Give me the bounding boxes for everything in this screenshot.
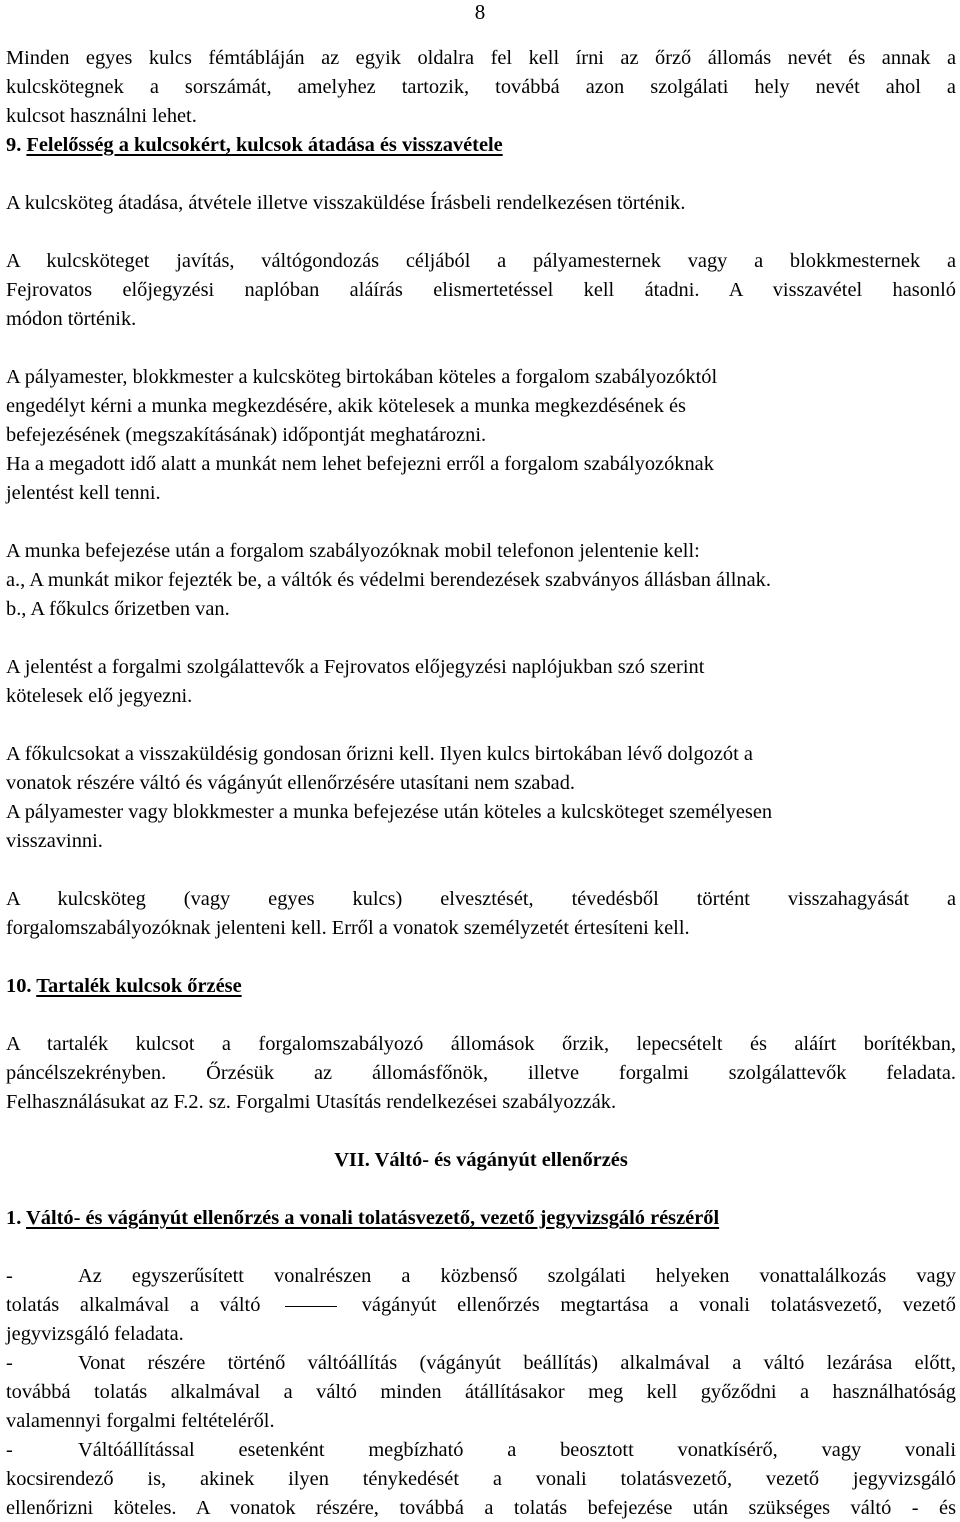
text-line: Minden egyes kulcs fémtábláján az egyik oldalra fel kell írni az őrző állomás nevét és annak a: [6, 47, 956, 69]
text-line: A jelentést a forgalmi szolgálattevők a Fejrovatos előjegyzési naplójukban szó szerint: [6, 656, 705, 678]
section-number: 9.: [6, 134, 22, 156]
text-line: kötelesek elő jegyezni.: [6, 685, 193, 707]
text-line: A tartalék kulcsot a forgalomszabályozó állomások őrzik, lepecsételt és aláírt borítékban,: [6, 1033, 956, 1055]
text-line: A kulcsköteg átadása, átvétele illetve visszaküldése Írásbeli rendelkezésen történik.: [6, 192, 686, 214]
text-line: Fejrovatos előjegyzési naplóban aláírás elismertetéssel kell átadni. A visszavétel hasonló: [6, 279, 956, 301]
text-line: A pályamester vagy blokkmester a munka befejezése után köteles a kulcsköteget személyesen: [6, 801, 773, 823]
section-heading-10: [6, 972, 956, 1000]
text-line: kocsirendező is, akinek ilyen ténykedését a vonali tolatásvezető, vezető jegyvizsgáló: [6, 1468, 956, 1490]
text-line: páncélszekrényben. Őrzésük az állomásfőnök, illetve forgalmi szolgálattevők feladata.: [6, 1062, 956, 1084]
text-line: A főkulcsokat a visszaküldésig gondosan őrizni kell. Ilyen kulcs birtokában lévő dolgozót a: [6, 743, 753, 765]
bullet-dash: -: [6, 1439, 13, 1461]
text-line: Ha a megadott idő alatt a munkát nem lehet befejezni erről a forgalom szabályozóknak: [6, 453, 714, 475]
section-number: 10.: [6, 975, 32, 997]
text-line: kulcskötegnek a sorszámát, amelyhez tartozik, továbbá azon szolgálati hely nevét ahol a: [6, 76, 956, 98]
text-line: továbbá tolatás alkalmával a váltó minden átállításakor meg kell győződni a használhatóság: [6, 1381, 956, 1403]
list-item-b: b., A főkulcs őrizetben van.: [6, 598, 230, 620]
text-line: befejezésének (megszakításának) időpontját meghatározni.: [6, 424, 487, 446]
page-number: 8: [474, 0, 486, 24]
section-title: Felelősség a kulcsokért, kulcsok átadása és visszavétele: [26, 134, 503, 156]
text-fragment: vágányút ellenőrzés megtartása a vonali tolatásvezető, vezető: [361, 1294, 956, 1316]
bullet-text: Váltóállítással esetenként megbízható a beosztott vonatkísérő, vagy vonali: [78, 1439, 956, 1461]
text-fragment: tolatás alkalmával a váltó: [6, 1294, 261, 1316]
section-title: Váltó- és vágányút ellenőrzés a vonali tolatásvezető, vezető jegyvizsgáló részéről: [26, 1207, 720, 1229]
bullet-dash: -: [6, 1265, 13, 1287]
text-line: [6, 1291, 956, 1319]
text-line: engedélyt kérni a munka megkezdésére, akik kötelesek a munka megkezdésének és: [6, 395, 686, 417]
bullet-text: Vonat részére történő váltóállítás (vágányút beállítás) alkalmával a váltó lezárása előtt,: [78, 1352, 956, 1374]
text-line: kulcsot használni lehet.: [6, 105, 197, 127]
em-dash-rule: [285, 1306, 337, 1307]
chapter-title: VII. Váltó- és vágányút ellenőrzés: [334, 1149, 628, 1171]
bullet-item: [6, 1262, 956, 1290]
text-line: A munka befejezése után a forgalom szabályozóknak mobil telefonon jelentenie kell:: [6, 540, 700, 562]
text-line: ellenőrizni köteles. A vonatok részére, továbbá a tolatás befejezése után szükséges váltó - és: [6, 1497, 956, 1519]
text-line: A pályamester, blokkmester a kulcsköteg birtokában köteles a forgalom szabályozóktól: [6, 366, 718, 388]
bullet-item: [6, 1349, 956, 1377]
text-line: visszavinni.: [6, 830, 103, 852]
text-line: jegyvizsgáló feladata.: [6, 1323, 184, 1345]
bullet-item: [6, 1436, 956, 1464]
text-line: A kulcsköteg (vagy egyes kulcs) elvesztését, tévedésből történt visszahagyását a: [6, 888, 956, 910]
text-line: Felhasználásukat az F.2. sz. Forgalmi Utasítás rendelkezései szabályozzák.: [6, 1091, 617, 1113]
text-line: valamennyi forgalmi feltételéről.: [6, 1410, 275, 1432]
text-line: módon történik.: [6, 308, 137, 330]
text-line: A kulcsköteget javítás, váltógondozás céljából a pályamesternek vagy a blokkmesternek a: [6, 250, 956, 272]
section-title: Tartalék kulcsok őrzése: [36, 975, 242, 997]
bullet-text: Az egyszerűsített vonalrészen a közbenső szolgálati helyeken vonattalálkozás vagy: [78, 1265, 956, 1287]
section-number: 1.: [6, 1207, 22, 1229]
subsection-heading-1: [6, 1204, 956, 1232]
bullet-dash: -: [6, 1352, 13, 1374]
text-line: vonatok részére váltó és vágányút ellenőrzésére utasítani nem szabad.: [6, 772, 575, 794]
section-heading-9: [6, 131, 956, 159]
list-item-a: a., A munkát mikor fejezték be, a váltók és védelmi berendezések szabványos állásban állnak.: [6, 569, 771, 591]
text-line: jelentést kell tenni.: [6, 482, 161, 504]
text-line: forgalomszabályozóknak jelenteni kell. Erről a vonatok személyzetét értesíteni kell.: [6, 917, 690, 939]
